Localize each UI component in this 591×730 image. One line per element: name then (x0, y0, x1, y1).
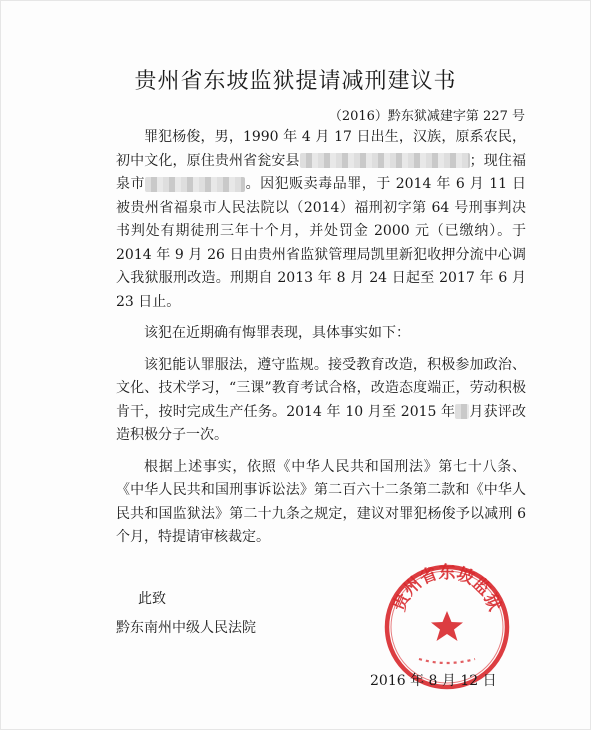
paragraph-legal-basis: 根据上述事实，依照《中华人民共和国刑法》第七十八条、《中华人民共和国刑事诉讼法》第二百六十二条第二款和《中华人民共和国监狱法》第二十九条之规定，建议对罪犯杨俊予以减刑 6 个月，特提请审核裁定。 (116, 458, 526, 545)
redacted-address (145, 177, 245, 192)
paragraph-intro: 该犯在近期确有悔罪表现，具体事实如下： (144, 325, 410, 341)
paragraph-text: 罪犯杨俊，男，1990 年 4 月 17 日出生，汉族，原系农民，初中文化，原住贵州省瓮安县 (116, 129, 526, 169)
paragraph-text: 月获评改造积极分子一次。 (116, 403, 526, 443)
closing-salutation: 此致 (138, 591, 166, 607)
paragraph-text: 。因犯贩卖毒品罪，于 2014 年 6 月 11 日被贵州省福泉市人民法院以（2014）福刑初字第 64 号刑事判决书判处有期徒刑三年十个月，并处罚金 2000 元（已缴纳）。于 2014 年 9 月 26 日由贵州省监狱管理局凯里新犯收押分流中心调入我狱服刑改造。刑期自 2013 年 8 月 24 日起至 2017 年 6 月 23 日止。 (116, 176, 526, 310)
paragraph-text: 该犯能认罪服法，遵守监规。接受教育改造，积极参加政治、文化、技术学习，“三课”教育考试合格，改造态度端正，劳动积极肯干，按时完成生产任务。2014 年 10 月至 2015 年 (116, 356, 526, 420)
paragraph-criminal-info (116, 126, 526, 314)
svg-text:贵州省东坡监狱: 贵州省东坡监狱 (389, 563, 505, 615)
paragraph-facts (116, 354, 526, 448)
redacted-month (455, 404, 469, 419)
redacted-address (300, 153, 470, 168)
document-number: （2016）黔东狱减建字第 227 号 (328, 109, 525, 124)
document-title: 贵州省东坡监狱提请减刑建议书 (134, 69, 457, 94)
document-date: 2016 年 8 月 12 日 (370, 673, 497, 689)
paragraph-text: ；现住福泉市 (116, 152, 526, 192)
addressee: 黔东南州中级人民法院 (116, 620, 256, 636)
document-body (116, 126, 526, 550)
